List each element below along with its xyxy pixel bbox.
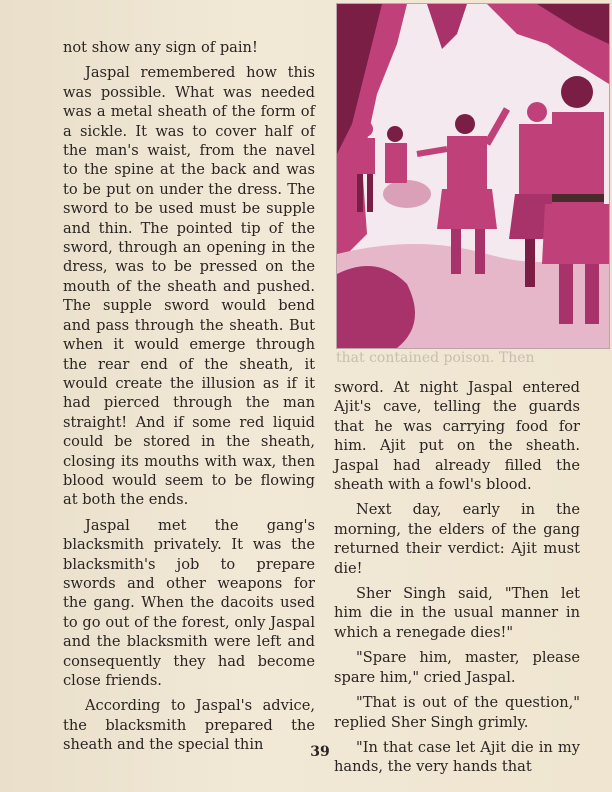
right-text-column bbox=[334, 378, 580, 783]
paragraph: "In that case let Ajit die in my hands, the very hands that bbox=[334, 738, 580, 776]
paragraph: Jaspal met the gang's blacksmith privately. It was the blacksmith's job to prepare swords and other weapons for the gang. When the dacoits used to go out of the forest, only Jaspal and the blacksmith were left and consequently they had become close friends. bbox=[63, 516, 315, 689]
cave-scene-illustration bbox=[337, 4, 609, 348]
page-number: 39 bbox=[310, 744, 330, 760]
paragraph: According to Jaspal's advice, the blacksmith prepared the sheath and the special thin bbox=[63, 697, 315, 754]
paragraph: Jaspal remembered how this was possible. What was needed was a metal sheath of the form of a sickle. It was to cover half of the man's waist, from the navel to the spine at the back and was to be put on under the dress. The sword to be used must be supple and thin. The pointed tip of the sword, through an opening in the dress, was to be pressed on the mouth of the sheath and pushed. The supple sword would bend and pass through the sheath. But when it would emerge through the rear end of the sheath, it would create the illusion as if it had pierced through the man straight! And if some red liquid could be stored in the sheath, closing its mouths with wax, then blood would seem to be flowing at both the ends. bbox=[63, 64, 315, 509]
story-illustration bbox=[336, 3, 610, 349]
bleed-through-text: that contained poison. Then bbox=[336, 350, 535, 366]
left-text-column bbox=[63, 38, 315, 761]
paragraph: Next day, early in the morning, the elders of the gang returned their verdict: Ajit must die! bbox=[334, 501, 580, 577]
paragraph: "That is out of the question," replied Sher Singh grimly. bbox=[334, 694, 580, 731]
paragraph: not show any sign of pain! bbox=[63, 39, 258, 56]
paragraph: sword. At night Jaspal entered Ajit's cave, telling the guards that he was carrying food for him. Ajit put on the sheath. Jaspal had already filled the sheath with a fowl's blood. bbox=[334, 379, 580, 494]
paragraph: "Spare him, master, please spare him," cried Jaspal. bbox=[334, 649, 580, 686]
paragraph: Sher Singh said, "Then let him die in the usual manner in which a renegade dies!" bbox=[334, 585, 580, 641]
